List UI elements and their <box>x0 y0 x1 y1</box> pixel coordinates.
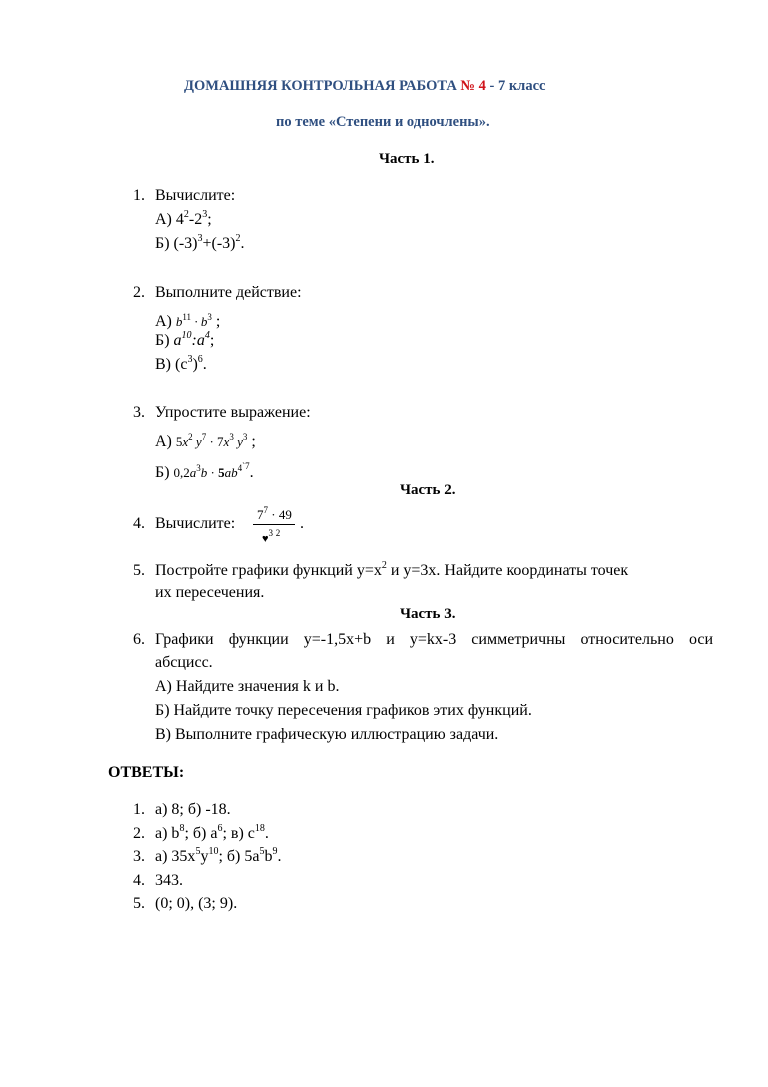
q6-number: 6. <box>133 631 145 648</box>
q3-item-b: Б) $0,2a^3b \cdot 5ab^{4`7}$. <box>155 461 254 481</box>
q1-number: 1. <box>133 187 145 204</box>
q6-line2: абсцисс. <box>155 654 213 671</box>
q3-text: Упростите выражение: <box>155 404 311 421</box>
q6-line1: Графики функции y=-1,5x+b и y=kx-3 симметричны относительно оси <box>155 631 713 648</box>
answer2-number: 2. <box>133 825 145 842</box>
q4-fraction-bar <box>253 524 295 525</box>
q6-item-b: Б) Найдите точку пересечения графиков этих функций. <box>155 702 532 719</box>
answer1-number: 1. <box>133 801 145 818</box>
q4-number: 4. <box>133 515 145 532</box>
title-class: - 7 класс <box>485 78 546 94</box>
q2-item-c: В) $(c^3)^6$. <box>155 354 207 373</box>
q2-item-a: А) $b^{11} \cdot b^3$ ; <box>155 312 221 330</box>
answer3-text: а) $35x^5y^{10}$; б) $5a^5b^9$. <box>155 846 282 865</box>
q5-line2: их пересечения. <box>155 584 265 601</box>
q6-item-a: А) Найдите значения k и b. <box>155 678 340 695</box>
title-text: ДОМАШНЯЯ КОНТРОЛЬНАЯ РАБОТА <box>184 78 461 94</box>
answer5-number: 5. <box>133 895 145 912</box>
part1-heading: Часть 1. <box>379 151 435 167</box>
q4-period: . <box>300 515 304 532</box>
q2-number: 2. <box>133 284 145 301</box>
part2-heading: Часть 2. <box>400 482 456 498</box>
q3-number: 3. <box>133 404 145 421</box>
answer3-number: 3. <box>133 848 145 865</box>
answers-heading: ОТВЕТЫ: <box>108 764 185 781</box>
title-number: № 4 <box>460 78 486 94</box>
q2-item-b: Б) $a^{10}:a^4$; <box>155 330 215 349</box>
q5-line1: Постройте графики функций $y=x^2$ и y=3x. Найдите координаты точек <box>155 560 629 579</box>
answer4-number: 4. <box>133 872 145 889</box>
q3-item-a: А) $5x^2$ $y^7 \cdot 7x^3$ $y^3$ ; <box>155 432 256 450</box>
q1-text: Вычислите: <box>155 187 236 204</box>
answer5-text: (0; 0), (3; 9). <box>155 895 238 912</box>
q4-denominator: ♥$^3$ $^2$ <box>262 528 281 545</box>
answer1-text: а) 8; б) -18. <box>155 801 231 818</box>
q6-item-c: В) Выполните графическую иллюстрацию задачи. <box>155 726 499 743</box>
q4-text: Вычислите: <box>155 515 236 532</box>
q4-numerator: $7^7 \cdot 49$ <box>257 505 292 522</box>
q2-text: Выполните действие: <box>155 284 302 301</box>
q1-item-a: А) $4^2-2^3$; <box>155 209 212 228</box>
part3-heading: Часть 3. <box>400 606 456 622</box>
document-title <box>184 78 545 95</box>
document-subtitle: по теме «Степени и одночлены». <box>276 114 490 130</box>
q5-number: 5. <box>133 562 145 579</box>
answer2-text: а) $b^8$; б) $a^6$; в) $c^{18}$. <box>155 823 269 842</box>
answer4-text: 343. <box>155 872 183 889</box>
q1-item-b: Б) $(-3)^3+(-3)^2$. <box>155 233 245 252</box>
